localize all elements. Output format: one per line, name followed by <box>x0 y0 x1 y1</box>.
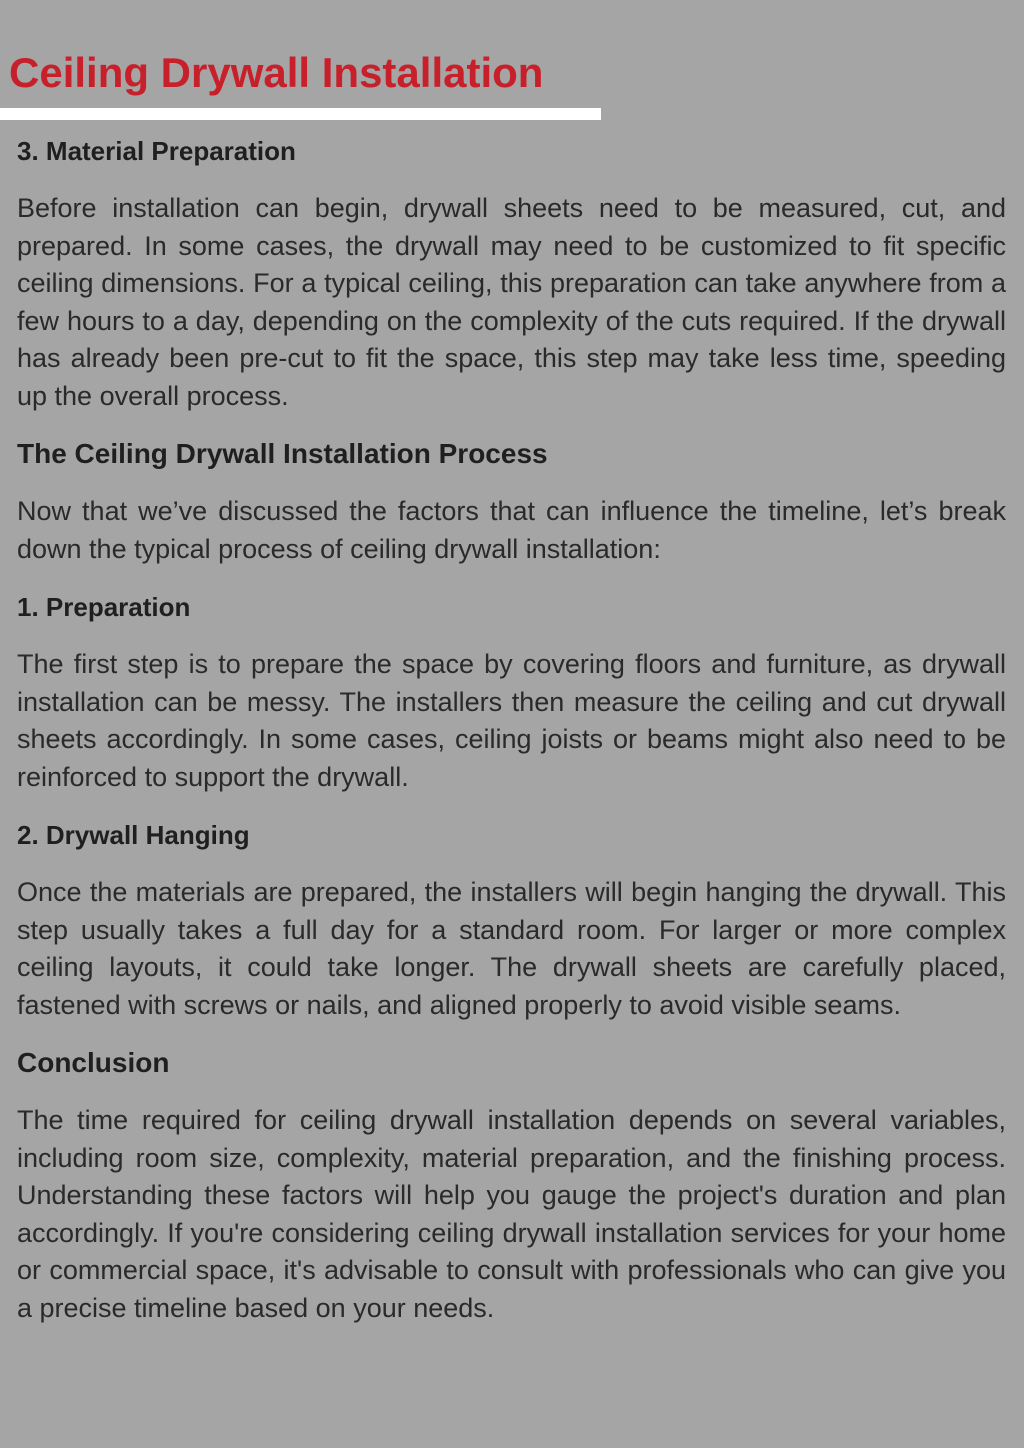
section-heading-preparation: 1. Preparation <box>17 592 191 622</box>
article-body <box>17 132 1006 1327</box>
page-title: Ceiling Drywall Installation <box>9 49 544 96</box>
paragraph-installation-process: Now that we’ve discussed the factors that can influence the timeline, let’s break down the typical process of ceiling drywall installation: <box>17 496 1006 564</box>
paragraph-material-preparation: Before installation can begin, drywall sheets need to be measured, cut, and prepared. In some cases, the drywall may need to be customized to fit specific ceiling dimensions. For a typical ceiling, this preparation can take anywhere from a few hours to a day, depending on the complexity of the cuts required. If the drywall has already been pre-cut to fit the space, this step may take less time, speeding up the overall process. <box>17 193 1006 411</box>
section-heading-material-preparation: 3. Material Preparation <box>17 136 296 166</box>
section-heading-conclusion: Conclusion <box>17 1047 170 1078</box>
paragraph-conclusion: The time required for ceiling drywall installation depends on several variables, including room size, complexity, material preparation, and the finishing process. Understanding these factors will help you gauge the project's duration and plan accordingly. If you're considering ceiling drywall installation services for your home or commercial space, it's advisable to consult with professionals who can give you a precise timeline based on your needs. <box>17 1105 1006 1323</box>
section-heading-installation-process: The Ceiling Drywall Installation Process <box>17 438 548 469</box>
section-heading-drywall-hanging: 2. Drywall Hanging <box>17 820 250 850</box>
paragraph-preparation: The first step is to prepare the space by covering floors and furniture, as drywall installation can be messy. The installers then measure the ceiling and cut drywall sheets accordingly. In some cases, ceiling joists or beams might also need to be reinforced to support the drywall. <box>17 649 1006 792</box>
title-underline <box>0 108 601 120</box>
paragraph-drywall-hanging: Once the materials are prepared, the installers will begin hanging the drywall. This step usually takes a full day for a standard room. For larger or more complex ceiling layouts, it could take longer. The drywall sheets are carefully placed, fastened with screws or nails, and aligned properly to avoid visible seams. <box>17 877 1006 1020</box>
